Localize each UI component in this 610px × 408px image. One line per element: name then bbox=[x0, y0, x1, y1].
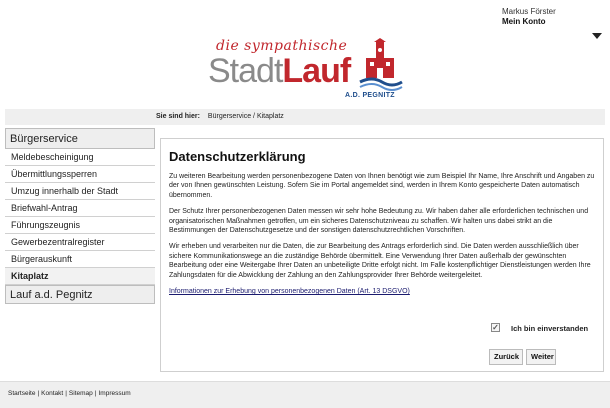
my-account-link[interactable]: Mein Konto bbox=[502, 17, 546, 26]
chevron-down-icon[interactable] bbox=[592, 33, 602, 39]
footer-link-startseite[interactable]: Startseite bbox=[8, 390, 36, 397]
footer-separator: | bbox=[37, 390, 40, 397]
sidebar-item-kitaplatz[interactable]: Kitaplatz bbox=[5, 268, 155, 285]
breadcrumb-bar bbox=[5, 109, 605, 125]
logo-word-stadt: Stadt bbox=[208, 52, 283, 90]
footer-separator: | bbox=[94, 390, 97, 397]
footer-link-impressum[interactable]: Impressum bbox=[98, 390, 131, 397]
privacy-panel bbox=[160, 138, 604, 372]
sidebar-heading-buergerservice[interactable]: Bürgerservice bbox=[5, 128, 155, 149]
privacy-paragraph-2: Der Schutz Ihrer personenbezogenen Daten messen wir sehr hohe Bedeutung zu. Wir haben daher alle erforderlichen technischen und organisatorischen Maßnahmen getroffen, um ein sicheres Datenschutzniveau zu schaffen. Wir halten uns dabei strikt an die Bestimmungen der Datenschutzgesetze und der sonstigen datenschutzrechtlichen Vorschriften. bbox=[169, 208, 589, 235]
page-title: Datenschutzerklärung bbox=[169, 149, 306, 164]
sidebar-item-briefwahl[interactable]: Briefwahl-Antrag bbox=[5, 200, 155, 217]
consent-checkbox[interactable]: ✓ bbox=[492, 323, 499, 332]
footer-links bbox=[8, 390, 131, 397]
logo-subline: A.D. PEGNITZ bbox=[345, 92, 395, 99]
footer-separator: | bbox=[65, 390, 67, 397]
sidebar-item-fuehrungszeugnis[interactable]: Führungszeugnis bbox=[5, 217, 155, 234]
breadcrumb bbox=[156, 113, 284, 120]
breadcrumb-label: Sie sind hier: bbox=[156, 113, 200, 120]
logo-tagline: die sympathische bbox=[216, 38, 348, 54]
sidebar-item-umzug[interactable]: Umzug innerhalb der Stadt bbox=[5, 183, 155, 200]
back-button[interactable]: Zurück bbox=[489, 349, 523, 365]
sidebar-item-gewerbezentralregister[interactable]: Gewerbezentralregister bbox=[5, 234, 155, 251]
privacy-paragraph-1: Zu weiteren Bearbeitung werden personenbezogene Daten von Ihnen benötigt wie zum Beispiel Ihr Name, Ihre Anschrift und Angaben zu der von Ihnen gewünschten Leistung. Sofern Sie im Portal angemeldet sind, werden in Ihrem Konto gespeicherte Daten automatisch übernommen. bbox=[169, 173, 595, 199]
consent-label[interactable]: Ich bin einverstanden bbox=[511, 324, 589, 333]
castle-emblem-icon bbox=[358, 38, 404, 94]
city-logo[interactable] bbox=[208, 38, 408, 106]
sidebar-heading-lauf[interactable]: Lauf a.d. Pegnitz bbox=[5, 285, 155, 304]
sidebar-item-uebermittlungssperren[interactable]: Übermittlungssperren bbox=[5, 166, 155, 183]
logo-wordmark bbox=[208, 52, 350, 90]
logo-word-lauf: Lauf bbox=[282, 52, 351, 90]
footer-link-kontakt[interactable]: Kontakt bbox=[41, 390, 64, 397]
user-menu[interactable] bbox=[502, 7, 556, 27]
footer-link-sitemap[interactable]: Sitemap bbox=[68, 390, 93, 397]
next-button[interactable]: Weiter bbox=[526, 349, 556, 365]
sidebar bbox=[5, 128, 155, 304]
footer bbox=[0, 381, 610, 408]
user-name: Markus Förster bbox=[502, 7, 556, 16]
privacy-text bbox=[169, 172, 597, 296]
sidebar-item-meldebescheinigung[interactable]: Meldebescheinigung bbox=[5, 149, 155, 166]
privacy-paragraph-3: Wir erheben und verarbeiten nur die Daten, die zur Bearbeitung des Antrags erforderlich sind. Die Daten werden ausschließlich über sichere Kommunikationswege an die zuständige Behörde übermittelt. Eine Verwendung Ihrer Daten außerhalb der gewünschten Bearbeitung oder eine Weitergabe Ihrer Daten an unbeteiligte Dritte erfolgt nicht. Im Falle kostenpflichtiger Dienstleistungen werden Ihre Zahlungsdaten für die Abwicklung der Zahlung an den Zahlungsprovider Ihrer Behörde weitergeleitet. bbox=[169, 243, 591, 279]
sidebar-item-buergerauskunft[interactable]: Bürgerauskunft bbox=[5, 251, 155, 268]
data-collection-info-link[interactable]: Informationen zur Erhebung von personenbezogenen Daten (Art. 13 DSGVO) bbox=[169, 288, 410, 296]
breadcrumb-path[interactable]: Bürgerservice / Kitaplatz bbox=[207, 113, 284, 120]
